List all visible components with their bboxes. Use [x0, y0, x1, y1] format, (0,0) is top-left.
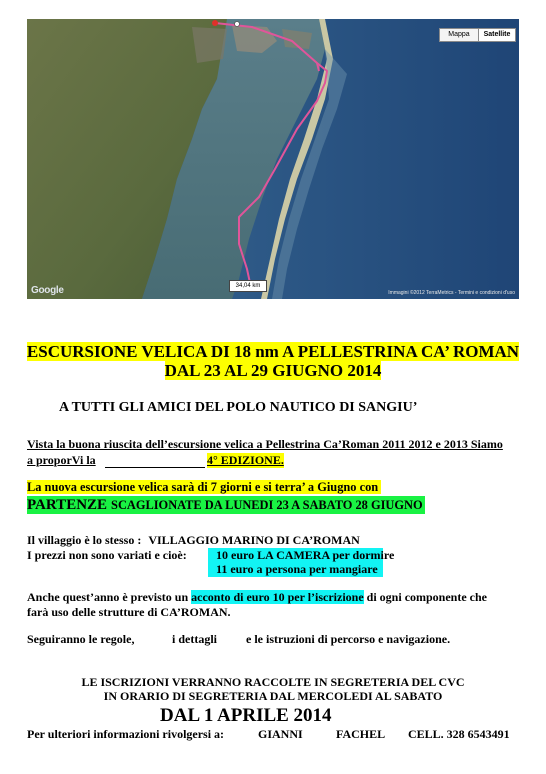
rules-part-1: Seguiranno le regole,	[27, 632, 135, 646]
contact-first-name: GIANNI	[258, 727, 303, 741]
google-logo: Google	[31, 285, 64, 296]
contact-last-name: FACHEL	[336, 727, 386, 741]
intro-line-2	[27, 453, 289, 468]
departures-highlight	[27, 496, 425, 514]
map-credits[interactable]: Immagini ©2012 TerraMetrics - Termini e condizioni d'uso	[388, 290, 515, 296]
duration-line-1-text: La nuova escursione velica sarà di 7 giorni e si terra’ a Giugno con	[27, 480, 381, 494]
distance-label: 34,04 km	[229, 280, 267, 292]
intro-line-2-prefix: a proporVi la	[27, 453, 96, 467]
satellite-map[interactable]	[27, 19, 519, 299]
edition-underline	[105, 467, 205, 468]
intro-line-1: Vista la buona riuscita dell’escursione velica a Pellestrina Ca’Roman 2011 2012 e 2013 Siamo	[27, 437, 503, 451]
title-line-2-row	[0, 361, 546, 381]
greeting: A TUTTI GLI AMICI DEL POLO NAUTICO DI SANGIU’	[59, 400, 418, 415]
village-name: VILLAGGIO MARINO DI CA’ROMAN	[148, 533, 360, 547]
deposit-prefix: Anche quest’anno è previsto un	[27, 590, 189, 604]
village-line	[27, 533, 360, 548]
deposit-line-2: farà uso delle strutture di CA’ROMAN.	[27, 605, 231, 619]
price-room: 10 euro LA CAMERA per dormire	[208, 548, 383, 563]
rules-part-3: e le istruzioni di percorso e navigazione.	[246, 632, 451, 646]
deposit-suffix: di ogni componente che	[366, 590, 488, 604]
duration-line-2	[27, 496, 425, 514]
contact-label: Per ulteriori informazioni rivolgersi a:	[27, 727, 225, 741]
registration-line-2: IN ORARIO DI SEGRETERIA DAL MERCOLEDI AL SABATO	[103, 689, 443, 703]
registration-date: DAL 1 APRILE 2014	[160, 705, 332, 726]
price-food-row	[208, 562, 383, 577]
village-label: Il villaggio è lo stesso :	[27, 533, 142, 547]
rules-part-2: i dettagli	[172, 632, 217, 646]
title-line-2: DAL 23 AL 29 GIUGNO 2014	[164, 361, 382, 380]
title-line-1: ESCURSIONE VELICA DI 18 nm A PELLESTRINA CA’ ROMAN	[26, 342, 520, 361]
mestre-area	[192, 27, 227, 63]
prices-label: I prezzi non sono variati e cioè:	[27, 548, 187, 562]
registration-line-1: LE ISCRIZIONI VERRANNO RACCOLTE IN SEGRETERIA DEL CVC	[81, 675, 465, 689]
duration-line-1	[27, 480, 381, 495]
title-line-1-row	[0, 342, 546, 362]
edition-highlight: 4° EDIZIONE.	[207, 453, 284, 467]
map-imagery	[27, 19, 519, 299]
map-view-button[interactable]: Mappa	[439, 28, 479, 42]
waypoint-marker	[235, 22, 240, 27]
satellite-view-button[interactable]: Satellite	[478, 28, 516, 42]
start-marker	[212, 20, 218, 26]
departures-big: PARTENZE	[27, 497, 108, 513]
deposit-line-1	[27, 590, 487, 605]
price-food: 11 euro a persona per mangiare	[208, 562, 383, 577]
price-room-row	[208, 548, 395, 563]
deposit-highlight: acconto di euro 10 per l’iscrizione	[191, 590, 364, 604]
contact-phone: CELL. 328 6543491	[408, 727, 510, 741]
departures-rest: SCAGLIONATE DA LUNEDI 23 A SABATO 28 GIUGNO	[111, 498, 423, 512]
